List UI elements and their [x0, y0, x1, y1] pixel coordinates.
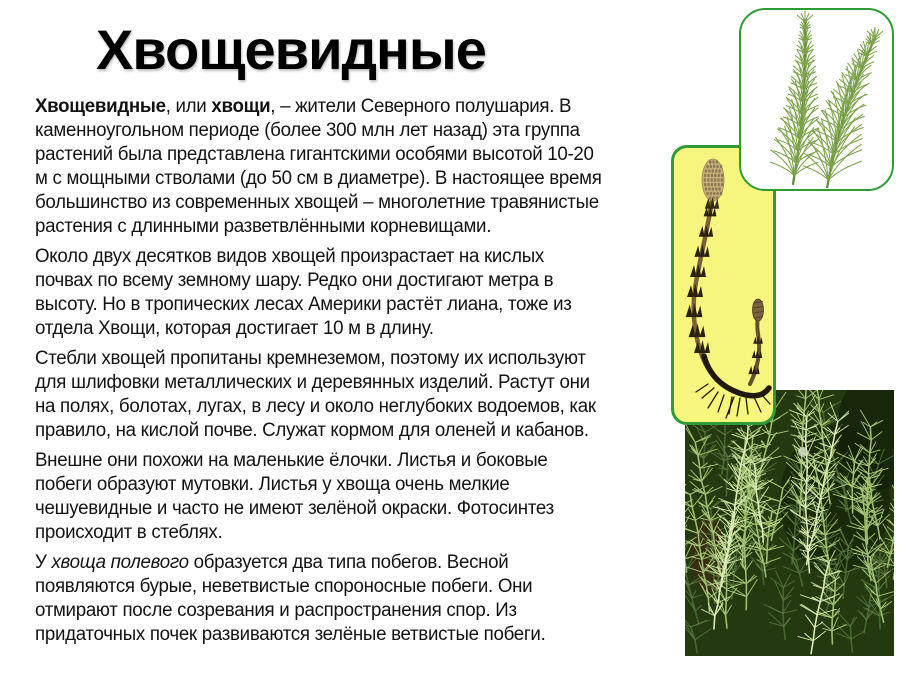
- text-segment: Около двух десятков видов хвощей произрастает на кислых: [35, 246, 544, 267]
- text-line: [35, 623, 673, 647]
- text-segment: , или: [165, 96, 212, 117]
- text-line: [35, 293, 673, 317]
- text-segment: растения с длинными разветвлёнными корневищами.: [35, 216, 492, 237]
- text-segment: отдела Хвощи, которая достигает 10 м в длину.: [35, 318, 434, 339]
- text-line: [35, 521, 673, 545]
- text-line: [35, 599, 673, 623]
- paragraph: [35, 551, 673, 647]
- text-line: [35, 347, 673, 371]
- text-segment: чешуевидные и часто не имеют зелёной окраски. Фотосинтез: [35, 498, 554, 519]
- text-segment: м с мощными стволами (до 50 см в диаметре). В настоящее время: [35, 168, 602, 189]
- text-segment: для шлифовки металлических и деревянных изделий. Растут они: [35, 372, 590, 393]
- text-line: [35, 497, 673, 521]
- text-line: [35, 473, 673, 497]
- paragraph: [35, 245, 673, 341]
- text-segment: побеги образуют мутовки. Листья у хвоща очень мелкие: [35, 474, 510, 495]
- text-line: [35, 167, 673, 191]
- text-segment: придаточных почек развиваются зелёные ветвистые побеги.: [35, 624, 546, 645]
- text-line: [35, 245, 673, 269]
- text-segment: Стебли хвощей пропитаны кремнеземом, поэтому их используют: [35, 348, 586, 369]
- text-segment: высоту. Но в тропических лесах Америки растёт лиана, тоже из: [35, 294, 572, 315]
- body-text-column: [35, 95, 673, 653]
- text-segment: отмирают после созревания и распространения спор. Из: [35, 600, 517, 621]
- paragraph: [35, 95, 673, 239]
- text-segment: Хвощевидные: [35, 96, 166, 117]
- paragraph: [35, 347, 673, 443]
- slide-title: Хвощевидные: [96, 18, 486, 81]
- text-line: [35, 317, 673, 341]
- text-segment: хвощи: [211, 96, 271, 117]
- horsetail-field-photo-svg: [685, 390, 894, 656]
- text-line: [35, 95, 673, 119]
- text-line: [35, 143, 673, 167]
- text-line: [35, 371, 673, 395]
- text-segment: растений была представлена гигантскими особями высотой 10-20: [35, 144, 594, 165]
- text-segment: , – жители Северного полушария. В: [270, 96, 572, 117]
- horsetail-branches-drawing-svg: [741, 10, 891, 188]
- text-segment: происходит в стеблях.: [35, 522, 223, 543]
- text-line: [35, 449, 673, 473]
- text-line: [35, 215, 673, 239]
- horsetail-field-photo: [685, 390, 894, 656]
- text-line: [35, 575, 673, 599]
- text-line: [35, 119, 673, 143]
- text-segment: каменноугольном периоде (более 300 млн лет назад) эта группа: [35, 120, 580, 141]
- text-line: [35, 551, 673, 575]
- paragraph: [35, 449, 673, 545]
- text-segment: Внешне они похожи на маленькие ёлочки. Листья и боковые: [35, 450, 548, 471]
- text-segment: появляются бурые, неветвистые спороносные побеги. Они: [35, 576, 533, 597]
- text-segment: на полях, болотах, лугах, в лесу и около неглубоких водоемов, как: [35, 396, 596, 417]
- text-line: [35, 191, 673, 215]
- text-line: [35, 395, 673, 419]
- text-segment: хвоща полевого: [51, 552, 189, 573]
- text-segment: большинство из современных хвощей – многолетние травянистые: [35, 192, 599, 213]
- text-segment: почвах по всему земному шару. Редко они достигают метра в: [35, 270, 554, 291]
- horsetail-branches-illustration: [739, 8, 894, 191]
- text-segment: У: [35, 552, 52, 573]
- text-segment: правило, на кислой почве. Служат кормом для оленей и кабанов.: [35, 420, 589, 441]
- text-segment: образуется два типа побегов. Весной: [188, 552, 509, 573]
- text-line: [35, 269, 673, 293]
- text-line: [35, 419, 673, 443]
